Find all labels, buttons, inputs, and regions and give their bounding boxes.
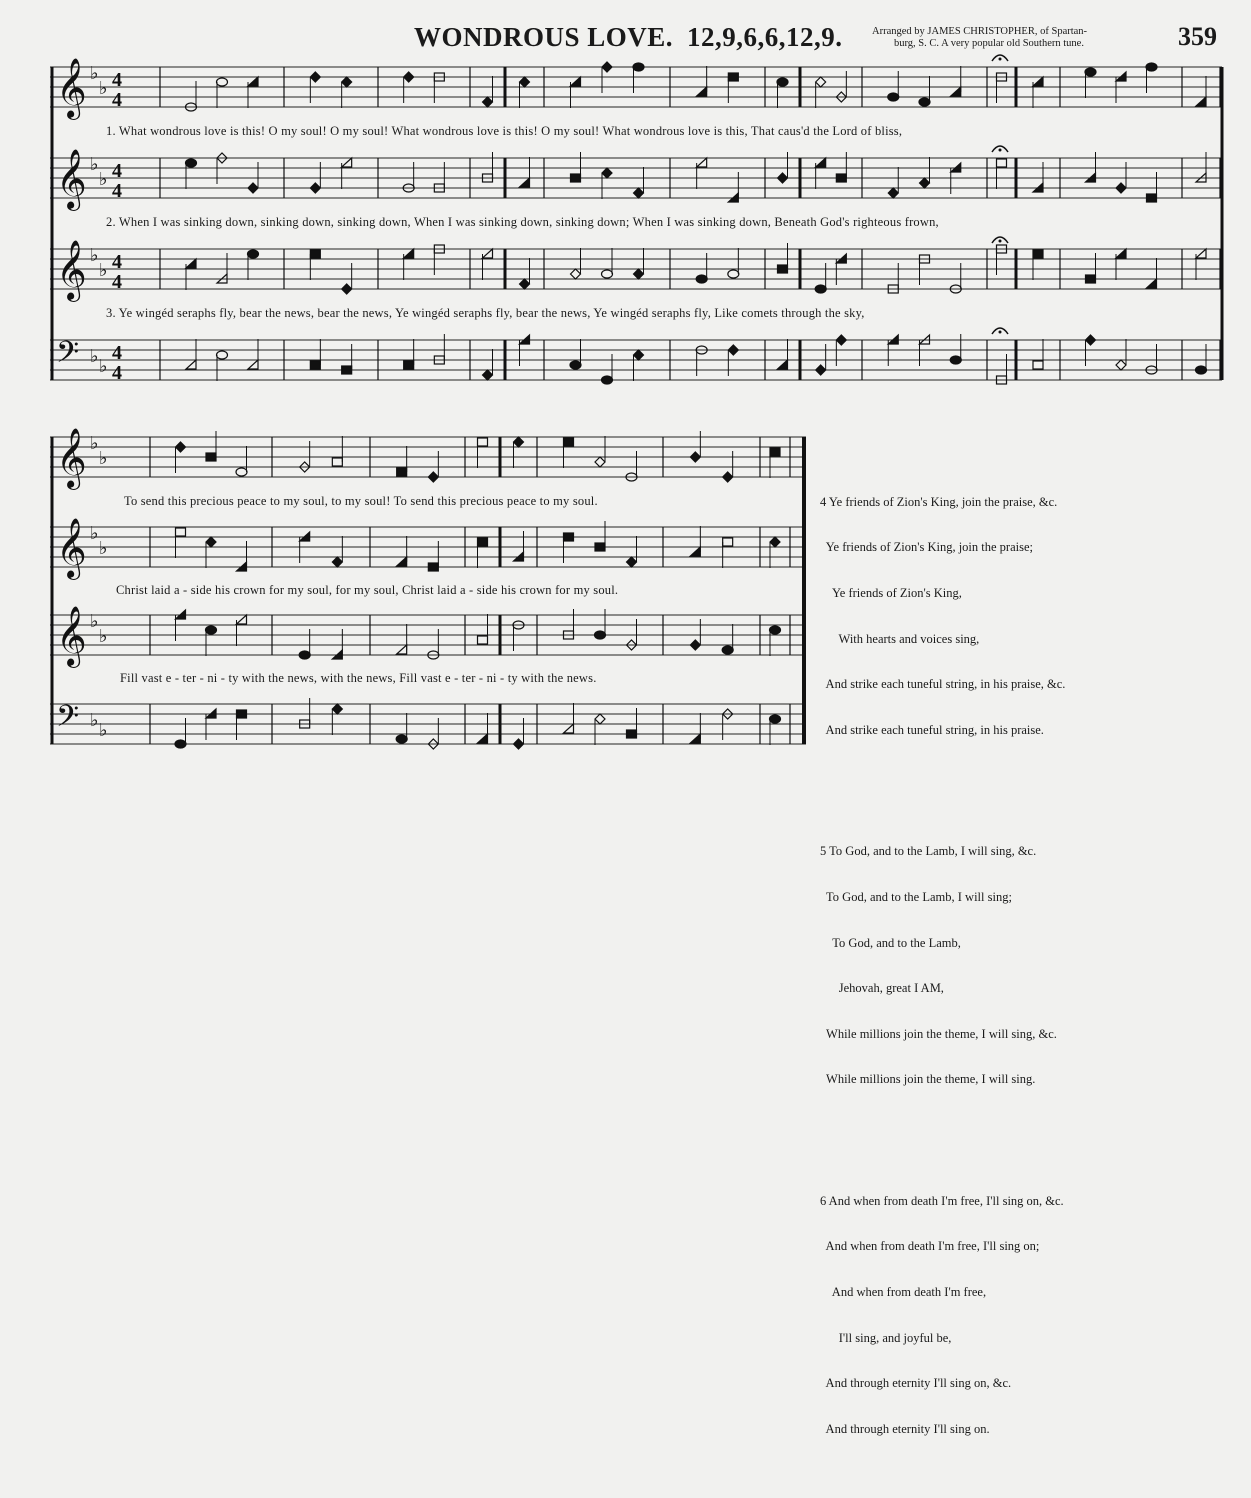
verse-line: And when from death I'm free, xyxy=(820,1284,987,1299)
shape-note-sol xyxy=(602,270,613,278)
shape-note-la xyxy=(723,538,733,546)
verse-line: 6 And when from death I'm free, I'll sing on, &c. xyxy=(820,1193,1064,1208)
flat-icon: ♭ xyxy=(90,710,99,731)
shape-note-mi xyxy=(483,97,493,107)
meter-text: 12,9,6,6,12,9. xyxy=(687,22,843,52)
fermata-dot xyxy=(999,149,1002,152)
time-signature: 4 xyxy=(112,160,122,182)
shape-note-mi xyxy=(595,457,605,467)
shape-note-fa xyxy=(237,615,247,624)
shape-note-fa xyxy=(816,158,826,167)
shape-note-fa xyxy=(397,645,407,654)
flat-icon: ♭ xyxy=(90,154,99,175)
shape-note-sol xyxy=(1196,366,1207,374)
shape-note-fa xyxy=(404,249,414,258)
shape-note-la xyxy=(564,438,574,446)
additional-verses xyxy=(820,434,1065,1498)
shape-note-sol xyxy=(217,351,228,359)
shape-note-sol xyxy=(1085,68,1096,76)
shape-note-mi xyxy=(310,72,320,82)
shape-note-sol xyxy=(217,78,228,86)
verse-line: With hearts and voices sing, xyxy=(820,631,980,646)
verse-line: Jehovah, great I AM, xyxy=(820,981,944,996)
time-signature: 4 xyxy=(112,69,122,91)
shape-note-mi xyxy=(627,557,637,567)
shape-note-mi xyxy=(404,72,414,82)
shape-note-sol xyxy=(722,646,733,654)
shape-note-fa xyxy=(483,249,493,258)
shape-note-fa xyxy=(1033,77,1043,86)
shape-note-la xyxy=(332,458,342,466)
shape-note-la xyxy=(728,73,738,81)
shape-note-fa xyxy=(1147,279,1157,288)
shape-note-fa xyxy=(186,259,196,268)
shape-note-la xyxy=(770,448,780,456)
treble-clef-icon: 𝄞 xyxy=(56,606,87,666)
shape-note-la xyxy=(1086,275,1096,283)
shape-note-sol xyxy=(919,98,930,106)
shape-note-la xyxy=(1033,250,1043,258)
shape-note-la xyxy=(564,533,574,541)
flat-icon: ♭ xyxy=(99,169,108,190)
shape-note-la xyxy=(836,174,846,182)
shape-note-mi xyxy=(816,365,826,375)
bass-clef-icon: 𝄢 xyxy=(56,336,80,377)
shape-note-fa xyxy=(571,77,581,86)
shape-note-fa xyxy=(690,734,700,743)
verse-line: And through eternity I'll sing on. xyxy=(820,1421,990,1436)
arranger-line-1: Arranged by JAMES CHRISTOPHER, of Spartan- xyxy=(872,26,1088,37)
shape-note-mi xyxy=(520,279,530,289)
shape-note-mi xyxy=(690,640,700,650)
shape-note-mi xyxy=(770,537,780,547)
shape-note-la xyxy=(478,438,488,446)
lyric-s1-verse2: 2. When I was sinking down, sinking down, sinking down, When I was sinking down, sinking down; When I was sinking down, Beneath God's righteous frown, xyxy=(106,215,939,229)
shape-note-sol xyxy=(1146,63,1157,71)
flat-icon: ♭ xyxy=(90,63,99,84)
flat-icon: ♭ xyxy=(99,260,108,281)
flat-icon: ♭ xyxy=(99,720,108,741)
shape-note-mi xyxy=(176,442,186,452)
shape-note-sol xyxy=(770,626,781,634)
verse-line: Ye friends of Zion's King, join the praise; xyxy=(820,540,1033,555)
verse-line: While millions join the theme, I will sing, &c. xyxy=(820,1026,1057,1041)
shape-note-fa xyxy=(697,87,707,96)
shape-note-sol xyxy=(299,651,310,659)
treble-clef-icon: 𝄞 xyxy=(56,518,87,578)
time-signature: 4 xyxy=(112,89,122,111)
verse-line: I'll sing, and joyful be, xyxy=(820,1330,952,1345)
flat-icon: ♭ xyxy=(99,78,108,99)
fermata-dot xyxy=(999,58,1002,61)
shape-note-la xyxy=(310,250,320,258)
shape-note-la xyxy=(428,563,438,571)
shape-note-mi xyxy=(816,77,826,87)
shape-note-la xyxy=(342,366,352,374)
shape-note-sol xyxy=(186,159,197,167)
fermata-dot xyxy=(999,240,1002,243)
shape-note-mi xyxy=(520,77,530,87)
shape-note-fa xyxy=(520,178,530,187)
shape-note-la xyxy=(310,361,320,369)
shape-note-la xyxy=(595,543,605,551)
flat-icon: ♭ xyxy=(99,626,108,647)
time-signature: 4 xyxy=(112,251,122,273)
shape-note-mi xyxy=(836,335,846,345)
shape-note-sol xyxy=(696,275,707,283)
shape-note-mi xyxy=(332,704,342,714)
verse-6 xyxy=(820,1163,1065,1467)
time-signature: 4 xyxy=(112,271,122,293)
shape-note-mi xyxy=(634,188,644,198)
shape-note-mi xyxy=(571,269,581,279)
treble-clef-icon: 𝄞 xyxy=(56,240,87,300)
shape-note-la xyxy=(397,468,407,476)
treble-clef-icon: 𝄞 xyxy=(56,149,87,209)
shape-note-mi xyxy=(778,173,788,183)
shape-note-sol xyxy=(175,740,186,748)
shape-note-mi xyxy=(342,77,352,87)
verse-line: And through eternity I'll sing on, &c. xyxy=(820,1376,1012,1391)
shape-note-sol xyxy=(396,735,407,743)
lyric-s1-verse3: 3. Ye wingéd seraphs fly, bear the news, bear the news, Ye wingéd seraphs fly, bear the news, Ye wingéd seraphs fly, Like comets through the sky, xyxy=(106,306,865,320)
title-text: WONDROUS LOVE. xyxy=(414,22,674,52)
shape-note-fa xyxy=(186,360,196,369)
shape-note-mi xyxy=(342,284,352,294)
shape-note-mi xyxy=(602,168,612,178)
shape-note-sol xyxy=(728,270,739,278)
shape-note-la xyxy=(478,636,488,644)
flat-icon: ♭ xyxy=(90,611,99,632)
shape-note-fa xyxy=(397,557,407,566)
shape-note-la xyxy=(627,730,637,738)
lyric-s2-verse2: Christ laid a - side his crown for my soul, for my soul, Christ laid a - side his crown for my soul. xyxy=(116,583,619,597)
shape-note-mi xyxy=(1116,360,1126,370)
verse-line: Ye friends of Zion's King, xyxy=(820,586,962,601)
fermata-dot xyxy=(999,331,1002,334)
arranger-line-2: burg, S. C. A very popular old Southern tune. xyxy=(894,38,1084,49)
time-signature: 4 xyxy=(112,342,122,364)
shape-note-sol xyxy=(888,93,899,101)
shape-note-sol xyxy=(950,356,961,364)
verse-line: To God, and to the Lamb, xyxy=(820,935,961,950)
shape-note-la xyxy=(778,265,788,273)
shape-note-mi xyxy=(206,537,216,547)
shape-note-fa xyxy=(1196,249,1206,258)
shape-note-la xyxy=(176,528,186,536)
shape-note-mi xyxy=(634,269,644,279)
shape-note-fa xyxy=(951,87,961,96)
shape-note-fa xyxy=(690,547,700,556)
verse-line: While millions join the theme, I will sing. xyxy=(820,1072,1036,1087)
shape-note-fa xyxy=(564,724,574,733)
verse-5 xyxy=(820,814,1065,1118)
treble-clef-icon: 𝄞 xyxy=(56,58,87,118)
shape-note-mi xyxy=(888,188,898,198)
shape-note-fa xyxy=(1196,97,1206,106)
flat-icon: ♭ xyxy=(90,245,99,266)
shape-note-fa xyxy=(248,77,258,86)
shape-note-mi xyxy=(428,472,438,482)
time-signature: 4 xyxy=(112,362,122,384)
shape-note-fa xyxy=(697,158,707,167)
treble-clef-icon: 𝄞 xyxy=(56,428,87,488)
shape-note-fa xyxy=(1116,249,1126,258)
bass-clef-icon: 𝄢 xyxy=(56,700,80,741)
shape-note-sol xyxy=(248,250,259,258)
lyric-s2-verse3: Fill vast e - ter - ni - ty with the news, with the news, Fill vast e - ter - ni - ty with the news. xyxy=(120,671,597,685)
flat-icon: ♭ xyxy=(90,346,99,367)
verse-line: And when from death I'm free, I'll sing on; xyxy=(820,1239,1040,1254)
lyric-s1-verse1: 1. What wondrous love is this! O my soul! O my soul! What wondrous love is this! O my soul! What wondrous love is this, That caus'd the Lord of bliss, xyxy=(106,124,903,138)
shape-note-sol xyxy=(236,468,247,476)
shape-note-mi xyxy=(310,183,320,193)
shape-note-la xyxy=(237,710,247,718)
flat-icon: ♭ xyxy=(99,356,108,377)
shape-note-la xyxy=(1033,361,1043,369)
flat-icon: ♭ xyxy=(99,538,108,559)
lyric-s2-verse1: To send this precious peace to my soul, to my soul! To send this precious peace to my soul. xyxy=(124,494,598,508)
shape-note-mi xyxy=(728,345,738,355)
time-signature: 4 xyxy=(112,180,122,202)
shape-note-mi xyxy=(514,739,524,749)
shape-note-la xyxy=(571,174,581,182)
shape-note-mi xyxy=(1086,335,1096,345)
shape-note-sol xyxy=(206,626,217,634)
shape-note-la xyxy=(997,159,1007,167)
verse-line: And strike each tuneful string, in his praise, &c. xyxy=(820,677,1066,692)
shape-note-la xyxy=(404,361,414,369)
shape-note-mi xyxy=(332,557,342,567)
page-number: 359 xyxy=(1178,22,1217,51)
shape-note-sol xyxy=(602,376,613,384)
shape-note-sol xyxy=(595,631,606,639)
shape-note-sol xyxy=(777,78,788,86)
shape-note-mi xyxy=(602,62,612,72)
shape-note-mi xyxy=(1116,183,1126,193)
shape-note-la xyxy=(206,453,216,461)
verse-line: And strike each tuneful string, in his praise. xyxy=(820,722,1044,737)
shape-note-la xyxy=(478,538,488,546)
shape-note-mi xyxy=(483,370,493,380)
flat-icon: ♭ xyxy=(99,448,108,469)
shape-note-sol xyxy=(815,285,826,293)
shape-note-sol xyxy=(633,63,644,71)
shape-note-sol xyxy=(570,361,581,369)
shape-note-mi xyxy=(920,178,930,188)
flat-icon: ♭ xyxy=(90,523,99,544)
shape-note-mi xyxy=(514,437,524,447)
shape-note-la xyxy=(1147,194,1157,202)
shape-note-mi xyxy=(248,183,258,193)
shape-note-mi xyxy=(690,452,700,462)
shape-note-mi xyxy=(723,472,733,482)
shape-note-sol xyxy=(770,715,781,723)
verse-line: 4 Ye friends of Zion's King, join the praise, &c. xyxy=(820,494,1058,509)
verse-line: To God, and to the Lamb, I will sing; xyxy=(820,889,1012,904)
shape-note-mi xyxy=(634,350,644,360)
verse-line: 5 To God, and to the Lamb, I will sing, &c. xyxy=(820,844,1037,859)
shape-note-fa xyxy=(248,360,258,369)
shape-note-mi xyxy=(595,714,605,724)
verse-4 xyxy=(820,464,1065,768)
shape-note-fa xyxy=(478,734,488,743)
shape-note-fa xyxy=(342,158,352,167)
flat-icon: ♭ xyxy=(90,433,99,454)
shape-note-fa xyxy=(778,360,788,369)
